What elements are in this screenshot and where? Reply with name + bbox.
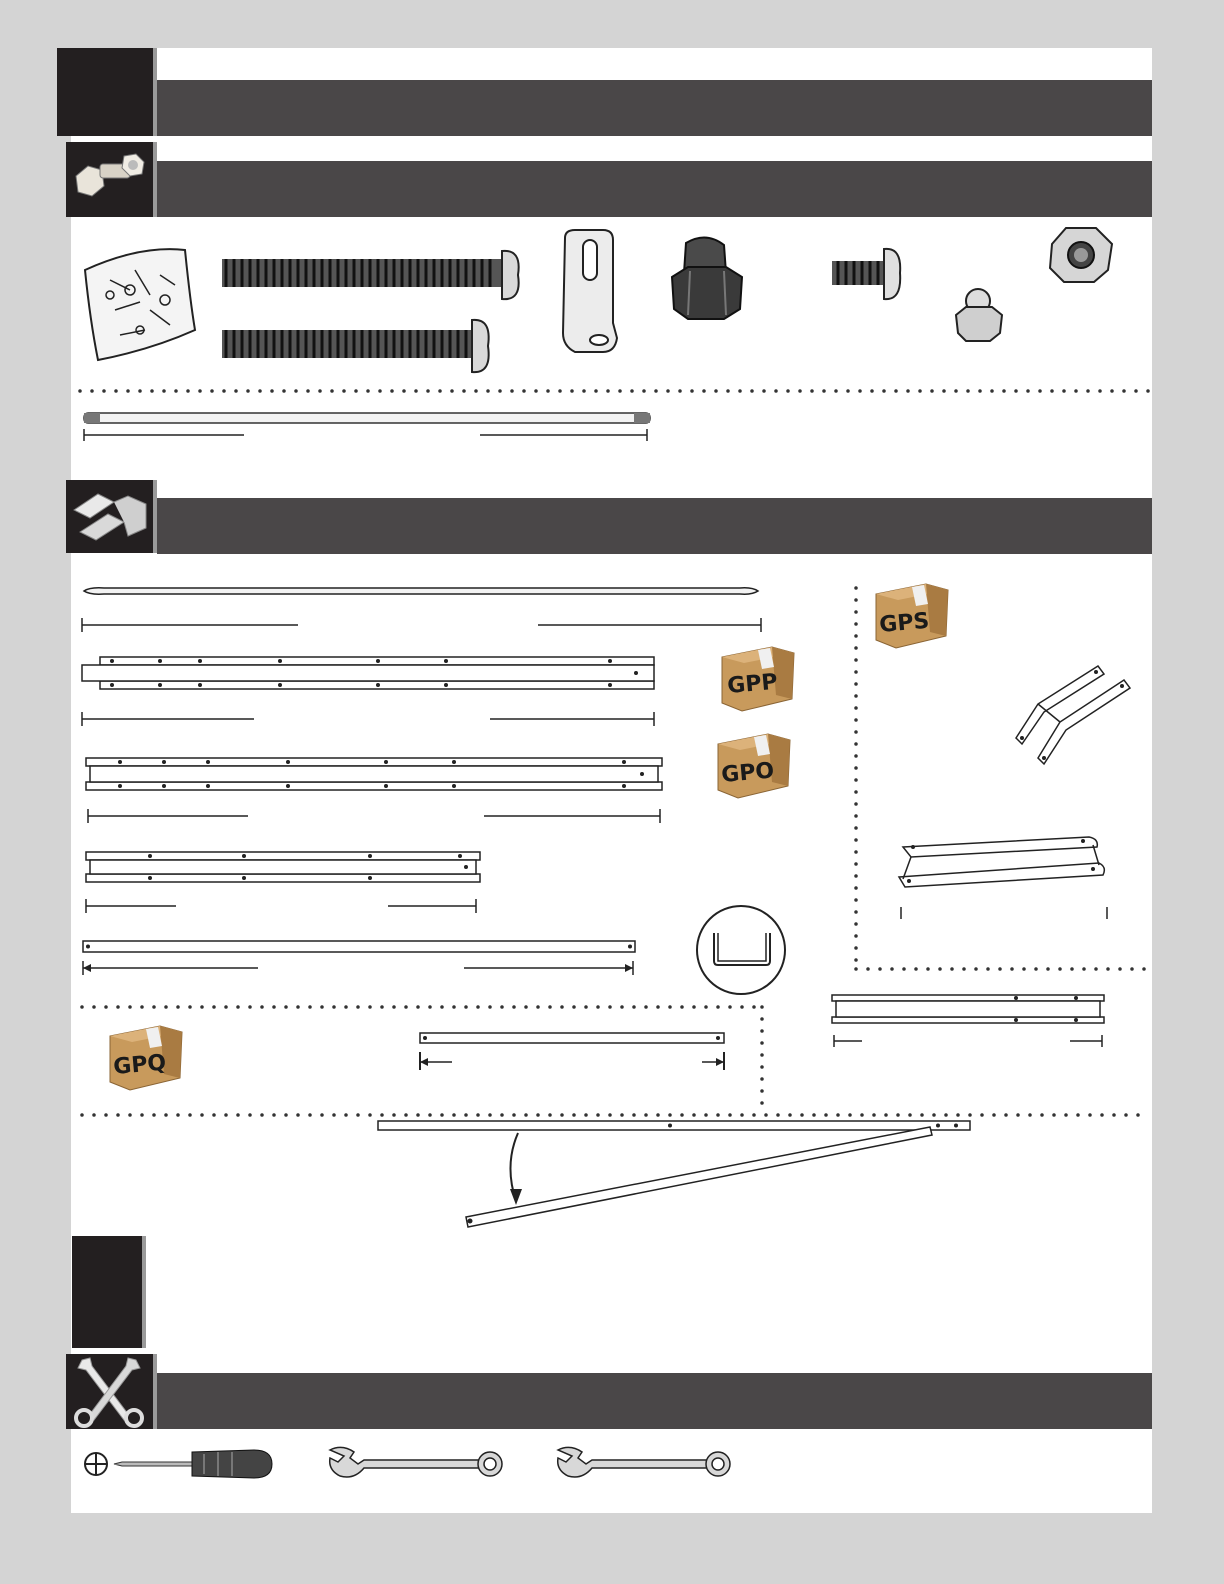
parts-box-gpo bbox=[714, 730, 794, 800]
bracket-icon bbox=[66, 480, 153, 553]
step-number-block bbox=[57, 48, 153, 136]
channel-rail-icon bbox=[80, 655, 680, 735]
profile-detail-icon bbox=[694, 903, 788, 997]
long-screw-icon bbox=[218, 245, 528, 305]
short-channel-rail-icon bbox=[84, 850, 494, 920]
hex-nut-icon bbox=[1044, 222, 1119, 287]
box-label-gpo: GPO bbox=[720, 758, 776, 788]
hardware-pack-icon bbox=[80, 240, 200, 370]
long-rod-icon bbox=[80, 585, 770, 635]
acorn-nut-icon bbox=[950, 285, 1010, 345]
long-screw-icon bbox=[218, 316, 498, 376]
cross-channel-icon bbox=[893, 833, 1113, 923]
phillips-screwdriver-icon bbox=[82, 1444, 282, 1484]
short-flat-bar-icon bbox=[416, 1030, 736, 1080]
step-number-block-2 bbox=[72, 1236, 142, 1348]
angled-brace-icon bbox=[1008, 660, 1138, 765]
wrench-icon bbox=[556, 1444, 736, 1484]
parts-header-bar bbox=[157, 498, 1152, 554]
hardware-header-bar bbox=[157, 161, 1152, 217]
parts-box-gpp bbox=[718, 643, 798, 713]
channel-rail-icon bbox=[84, 756, 684, 831]
small-screw-icon bbox=[830, 245, 910, 305]
cap-nut-icon bbox=[668, 235, 748, 325]
parts-box-gps bbox=[872, 580, 952, 652]
box-label-gps: GPS bbox=[878, 608, 931, 638]
wrench-icon bbox=[328, 1444, 508, 1484]
bolt-nut-icon bbox=[66, 142, 153, 217]
tools-icon-tile bbox=[66, 1354, 153, 1429]
flat-bar-icon bbox=[80, 938, 650, 983]
parts-box-gpq bbox=[106, 1022, 186, 1094]
box-label-gpp: GPP bbox=[726, 669, 779, 699]
dotted-divider bbox=[80, 388, 1150, 394]
hardware-icon-tile bbox=[66, 142, 153, 217]
wrench-crossed-icon bbox=[66, 1354, 153, 1429]
threaded-rod-icon bbox=[80, 408, 660, 448]
box-label-gpq: GPQ bbox=[112, 1050, 168, 1080]
angle-bracket-icon bbox=[555, 228, 625, 358]
tools-header-bar bbox=[157, 1373, 1152, 1429]
parts-icon-tile bbox=[66, 480, 153, 553]
folding-bar-diagram bbox=[374, 1115, 994, 1245]
step-header-bar bbox=[157, 80, 1152, 136]
